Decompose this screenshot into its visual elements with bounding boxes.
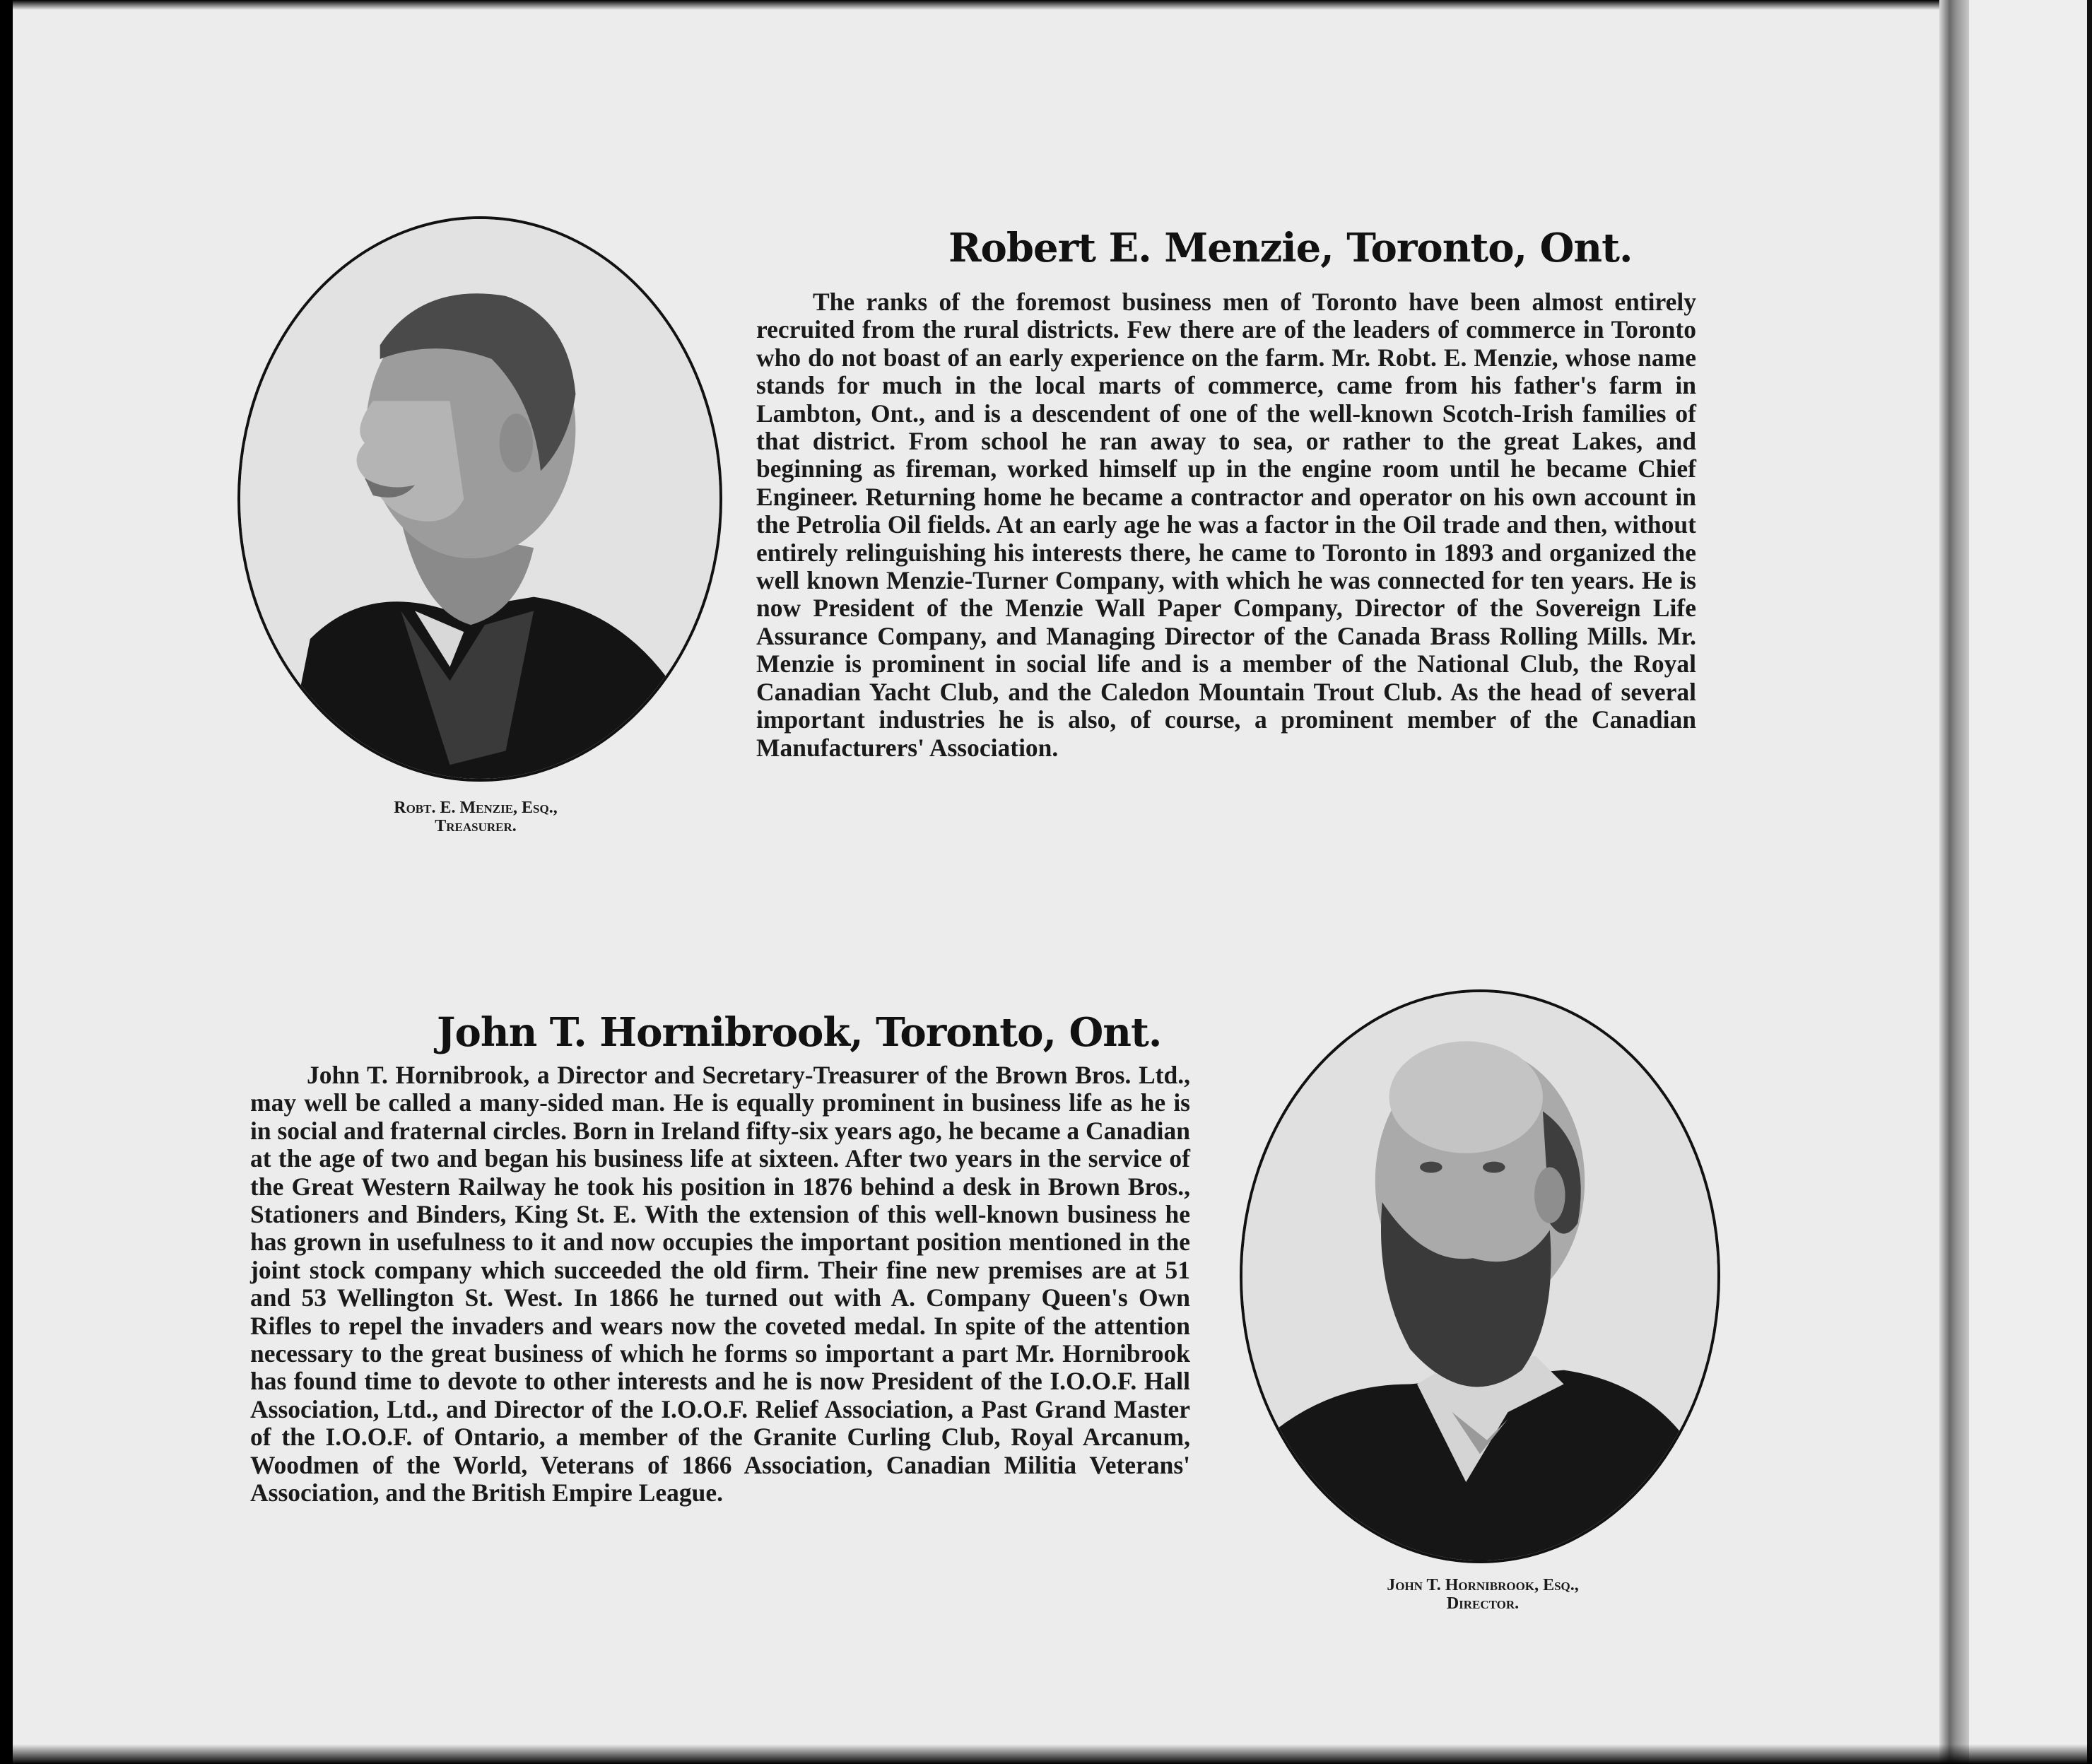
hornibrook-caption-name: John T. Hornibrook, Esq.,: [1387, 1576, 1579, 1594]
bottom-shadow: [13, 1744, 2092, 1764]
menzie-heading: Robert E. Menzie, Toronto, Ont.: [948, 225, 1633, 271]
book-page: [13, 0, 2092, 1764]
page-right-border: [2087, 0, 2092, 1764]
hornibrook-biography: John T. Hornibrook, a Director and Secretary-Treasurer of the Brown Bros. Ltd., may well be called a many-sided man. He is equally prominent in business life as he is in social and fraternal circles. Born in Ireland fifty-six years ago, he became a Canadian at the age of two and began his business life at sixteen. After two years in the service of the Great Western Railway he took his position in 1876 behind a desk in Brown Bros., Stationers and Binders, King St. E. With the extension of this well-known business he has grown in usefulness to it and now occupies the important position mentioned in the joint stock company which succeeded the old firm. Their fine new premises are at 51 and 53 Wellington St. West. In 1866 he turned out with A. Company Queen's Own Rifles to repel the invaders and wears now the coveted medal. In spite of the attention necessary to the great business of which he forms so important a part Mr. Hornibrook has found time to devote to other interests and he is now President of the I.O.O.F. Hall Association, Ltd., and Director of the I.O.O.F. Relief Association, a Past Grand Master of the I.O.O.F. of Ontario, a member of the Granite Curling Club, Royal Arcanum, Woodmen of the World, Veterans of 1866 Association, Canadian Militia Veterans' Association, and the British Empire League.: [250, 1061, 1190, 1507]
hornibrook-portrait: [1240, 989, 1720, 1563]
menzie-caption-role: Treasurer.: [435, 817, 517, 835]
menzie-portrait-image: [240, 219, 719, 779]
hornibrook-heading: John T. Hornibrook, Toronto, Ont.: [437, 1009, 1162, 1056]
menzie-caption: [324, 799, 628, 835]
menzie-caption-name: Robt. E. Menzie, Esq.,: [394, 799, 558, 817]
menzie-biography: The ranks of the foremost business men of Toronto have been almost entirely recruited from the rural districts. Few there are of the leaders of commerce in Toronto who do not boast of an early experience on the farm. Mr. Robt. E. Menzie, whose name stands for much in the local marts of commerce, came from his father's farm in Lambton, Ont., and is a descendent of one of the well-known Scotch-Irish families of that district. From school he ran away to sea, or rather to the great Lakes, and beginning as fireman, worked himself up in the engine room until he became Chief Engineer. Returning home he became a contractor and operator on his own account in the Petrolia Oil fields. At an early age he was a factor in the Oil trade and then, without entirely relinguishing his interests there, he came to Toronto in 1893 and organized the well known Menzie-Turner Company, with which he was connected for ten years. He is now President of the Menzie Wall Paper Company, Director of the Sovereign Life Assurance Company, and Managing Director of the Canada Brass Rolling Mills. Mr. Menzie is prominent in social life and is a member of the National Club, the Royal Canadian Yacht Club, and the Caledon Mountain Trout Club. As the head of several important industries he is also, of course, a prominent member of the Canadian Manufacturers' Association.: [756, 288, 1696, 762]
facing-page-edge: [1969, 0, 2092, 1764]
menzie-portrait: [237, 216, 722, 782]
hornibrook-caption: [1320, 1576, 1645, 1613]
hornibrook-caption-role: Director.: [1446, 1594, 1520, 1613]
book-gutter: [1939, 0, 1969, 1764]
hornibrook-portrait-image: [1242, 992, 1717, 1560]
top-shadow: [13, 0, 2092, 10]
